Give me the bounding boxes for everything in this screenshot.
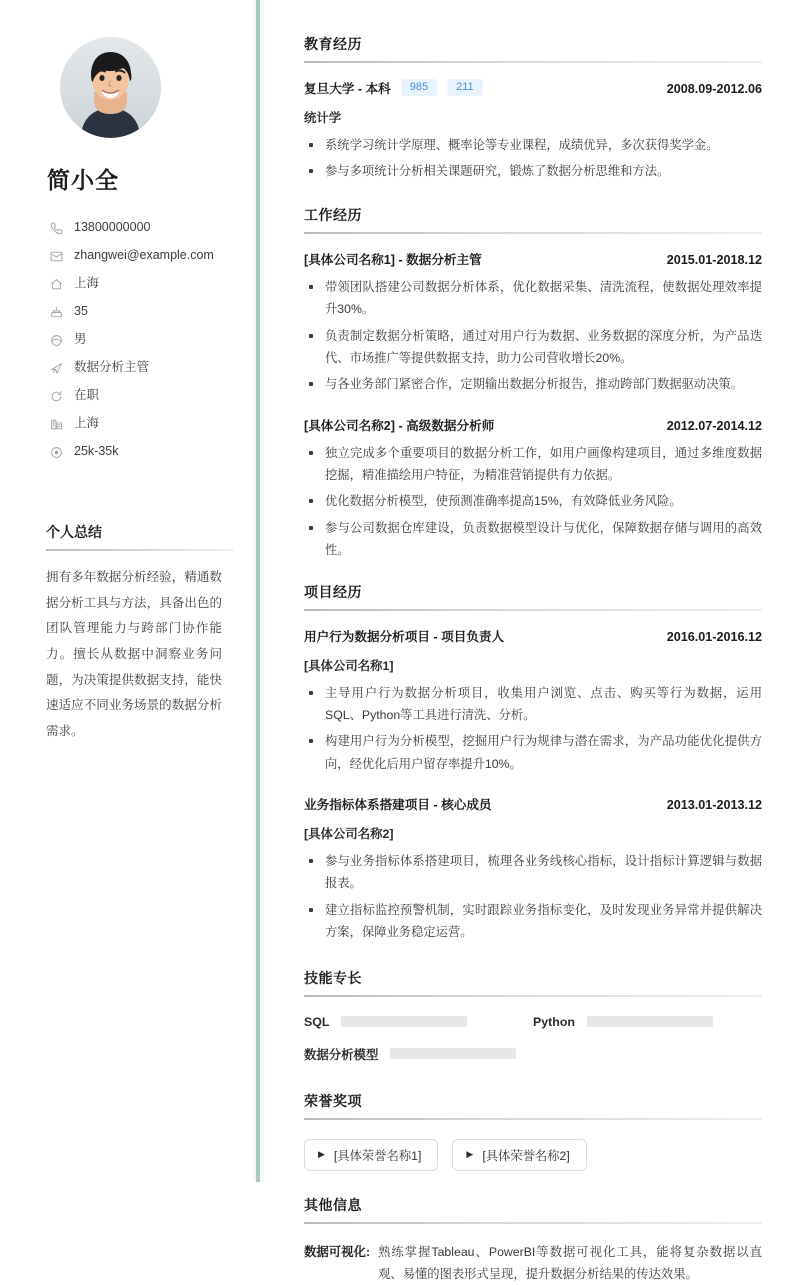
education-title: 教育经历 (304, 36, 362, 52)
skill-label: Python (533, 1014, 575, 1029)
skill-item-data-model (304, 1045, 762, 1063)
skills-title: 技能专长 (304, 969, 362, 986)
work-position: [具体公司名称2] - 高级数据分析师 (304, 418, 495, 433)
contact-list (46, 215, 234, 465)
education-section (304, 34, 762, 183)
list-item: 构建用户行为分析模型，挖掘用户行为规律与潜在需求，为产品功能优化提供方向，经优化后用户留存率提升10%。 (304, 730, 762, 775)
honors-title: 荣誉奖项 (304, 1092, 362, 1109)
skills-list (304, 997, 762, 1079)
skill-progress-track (587, 1016, 713, 1027)
list-item: 系统学习统计学原理、概率论等专业课程，成绩优异，多次获得奖学金。 (304, 134, 762, 156)
contact-row-phone (46, 215, 234, 241)
list-item: 建立指标监控预警机制，实时跟踪业务指标变化，及时发现业务异常并提供解决方案，保障业务稳定运营。 (304, 899, 762, 944)
work-entry (304, 400, 762, 562)
honors-section (304, 1091, 762, 1171)
phone-icon (46, 222, 66, 235)
play-triangle-icon: ▶ (318, 1149, 325, 1159)
refresh-icon (46, 390, 66, 403)
contact-row-position (46, 355, 234, 381)
projects-title: 项目经历 (304, 583, 362, 600)
contact-value: 男 (74, 332, 87, 347)
entry-header (304, 78, 762, 97)
list-item: 参与业务指标体系搭建项目，梳理各业务线核心指标，设计指标计算逻辑与数据报表。 (304, 850, 762, 895)
project-bullets (304, 850, 762, 944)
portrait-photo-icon (60, 37, 161, 138)
list-item: 独立完成多个重要项目的数据分析工作，如用户画像构建项目，通过多维度数据挖掘，精准描绘用户特征，为精准营销提供有力依据。 (304, 442, 762, 487)
cake-icon (46, 306, 66, 319)
other-info-label: 数据可视化: (304, 1244, 371, 1259)
entry-header (304, 794, 762, 813)
contact-value: 25k-35k (74, 444, 119, 459)
contact-value: 13800000000 (74, 220, 151, 235)
project-company: [具体公司名称2] (304, 827, 394, 841)
main-column (264, 0, 794, 1281)
play-triangle-icon: ▶ (466, 1149, 474, 1159)
project-entry (304, 779, 762, 944)
avatar (60, 37, 161, 138)
school-name: 复旦大学 - 本科 (304, 82, 391, 96)
other-info-row (304, 1224, 762, 1285)
work-date: 2012.07-2014.12 (666, 418, 762, 433)
work-section (304, 205, 762, 562)
skill-item-sql (304, 1015, 533, 1029)
skill-item-python (533, 1015, 762, 1029)
skills-section (304, 968, 762, 1079)
entry-header (304, 415, 762, 434)
major-name: 统计学 (304, 111, 342, 125)
work-date: 2015.01-2018.12 (666, 252, 762, 267)
education-bullets (304, 134, 762, 183)
gender-icon (46, 334, 66, 347)
list-item: 主导用户行为数据分析项目，收集用户浏览、点击、购买等行为数据，运用SQL、Python等工具进行清洗、分析。 (304, 682, 762, 727)
other-info-section (304, 1195, 762, 1285)
work-bullets (304, 442, 762, 562)
contact-value: 在职 (74, 388, 100, 403)
mail-icon (46, 250, 66, 263)
school-tag-211: 211 (447, 79, 483, 97)
sidebar (0, 0, 264, 1182)
list-item: 负责制定数据分析策略，通过对用户行为数据、业务数据的深度分析，为产品迭代、市场推广等提供数据支持，助力公司营收增长20%。 (304, 325, 762, 370)
list-item: 参与公司数据仓库建设，负责数据模型设计与优化，保障数据存储与调用的高效性。 (304, 517, 762, 562)
project-name: 用户行为数据分析项目 - 项目负责人 (304, 629, 505, 644)
contact-row-age (46, 299, 234, 325)
school-line (304, 78, 483, 97)
list-item: 与各业务部门紧密合作，定期输出数据分析报告，推动跨部门数据驱动决策。 (304, 373, 762, 395)
other-info-title: 其他信息 (304, 1196, 362, 1213)
contact-row-city (46, 271, 234, 297)
list-item: 带领团队搭建公司数据分析体系，优化数据采集、清洗流程，使数据处理效率提升30%。 (304, 276, 762, 321)
work-title: 工作经历 (304, 206, 362, 223)
coin-icon (46, 446, 66, 459)
contact-row-email (46, 243, 234, 269)
summary-text: 拥有多年数据分析经验，精通数据分析工具与方法，具备出色的团队管理能力与跨部门协作能力。擅长从数据中洞察业务问题，为决策提供数据支持，能快速适应不同业务场景的数据分析需求。 (46, 570, 222, 738)
contact-value: 35 (74, 304, 88, 319)
home-icon (46, 278, 66, 291)
skill-progress-track (390, 1048, 516, 1059)
list-item: 参与多项统计分析相关课题研究，锻炼了数据分析思维和方法。 (304, 160, 762, 182)
contact-value: 上海 (74, 276, 100, 291)
contact-value: 上海 (74, 416, 100, 431)
work-entry (304, 234, 762, 396)
education-entry (304, 63, 762, 183)
contact-value: zhangwei@example.com (74, 248, 214, 263)
honor-chip[interactable] (452, 1139, 586, 1171)
skill-label: 数据分析模型 (304, 1047, 379, 1062)
honor-chip[interactable] (304, 1139, 438, 1171)
honor-label: [具体荣誉名称1] (333, 1148, 422, 1163)
contact-row-salary (46, 439, 234, 465)
person-name: 简小全 (47, 167, 119, 193)
entry-header (304, 626, 762, 645)
education-date: 2008.09-2012.06 (666, 82, 762, 96)
honors-list (304, 1120, 762, 1171)
project-entry (304, 611, 762, 776)
entry-header (304, 249, 762, 268)
skill-progress-track (341, 1016, 467, 1027)
project-bullets (304, 682, 762, 776)
school-tag-985: 985 (401, 79, 437, 97)
contact-row-status (46, 383, 234, 409)
contact-value: 数据分析主管 (74, 360, 150, 375)
project-date: 2013.01-2013.12 (666, 798, 762, 812)
skill-label: SQL (304, 1014, 330, 1029)
honor-label: [具体荣誉名称2] (482, 1148, 570, 1163)
building-icon (46, 418, 66, 431)
summary-title: 个人总结 (46, 524, 102, 540)
project-company: [具体公司名称1] (304, 658, 394, 673)
summary-section (46, 522, 234, 744)
contact-row-workplace (46, 411, 234, 437)
contact-row-gender (46, 327, 234, 353)
projects-section (304, 582, 762, 944)
rocket-icon (46, 362, 66, 375)
project-name: 业务指标体系搭建项目 - 核心成员 (304, 798, 492, 812)
work-bullets (304, 276, 762, 396)
other-info-text: 熟练掌握Tableau、PowerBI等数据可视化工具，能将复杂数据以直观、易懂的图表形式呈现，提升数据分析结果的传达效果。 (378, 1244, 762, 1281)
work-position: [具体公司名称1] - 数据分析主管 (304, 252, 482, 267)
summary-divider (46, 549, 234, 551)
project-date: 2016.01-2016.12 (666, 629, 762, 644)
list-item: 优化数据分析模型，使预测准确率提高15%，有效降低业务风险。 (304, 490, 762, 512)
